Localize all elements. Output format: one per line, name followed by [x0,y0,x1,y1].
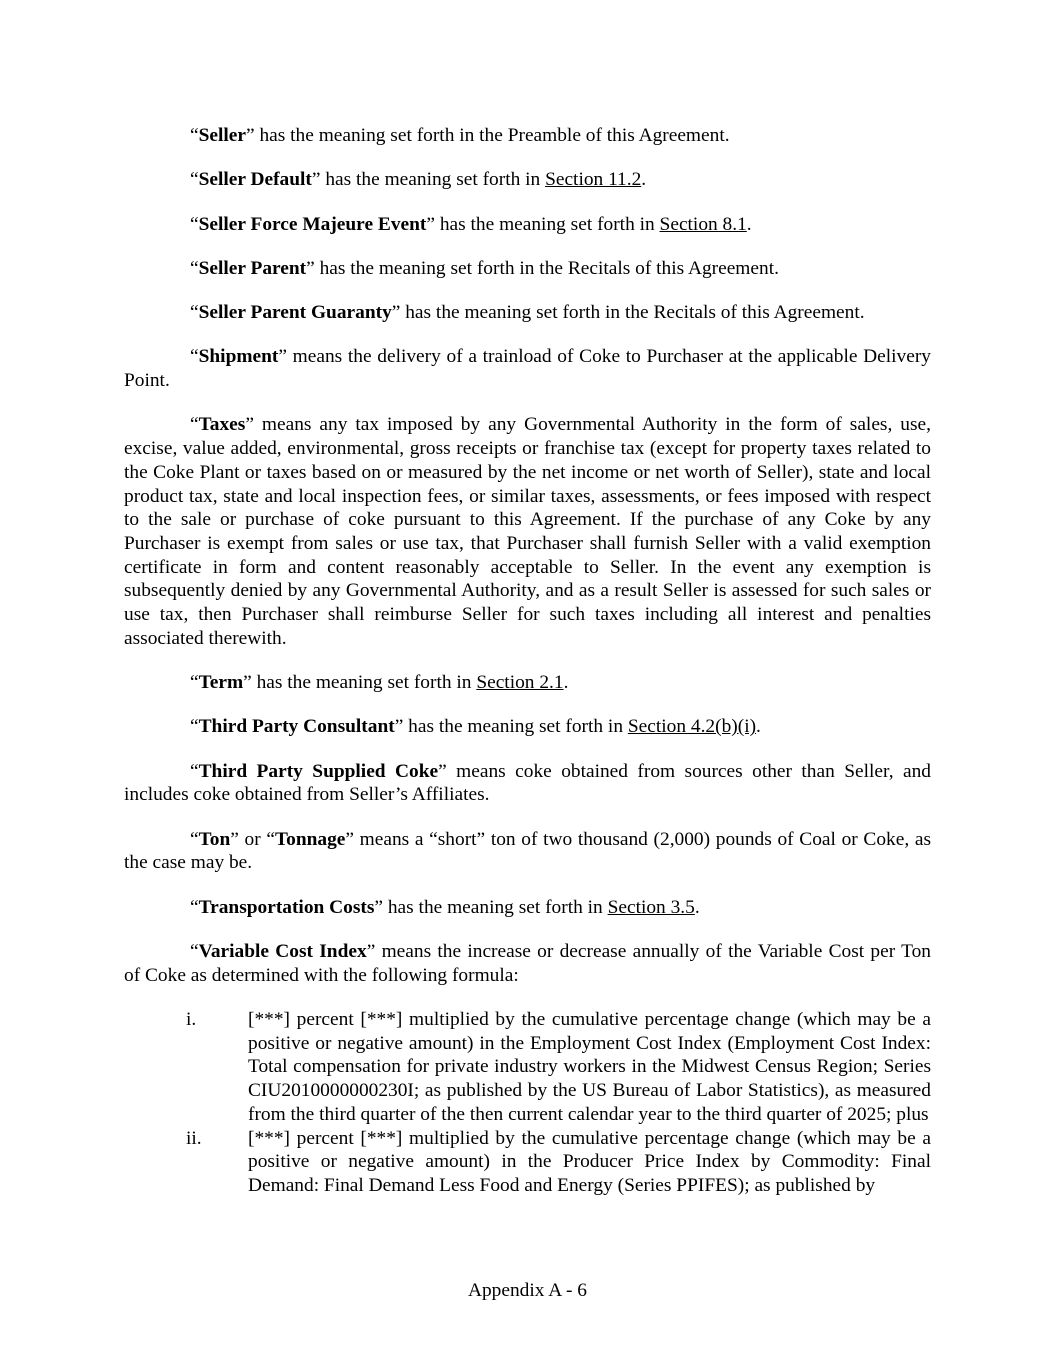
defined-term: Seller Parent Guaranty [198,302,392,324]
defined-term: Third Party Consultant [198,716,395,738]
formula-item [124,1008,931,1127]
definition-term: “Term” has the meaning set forth in Section 2.1. [190,672,569,694]
formula-item-number: i. [186,1009,197,1030]
definition-variable-cost-index: “Variable Cost Index” means the increase or decrease annually of the Variable Cost per Ton of Coke as determined with the following formula: [124,941,931,986]
definition-seller-force-majeure-event: “Seller Force Majeure Event” has the meaning set forth in Section 8.1. [190,213,752,235]
defined-term: Tonnage [274,828,346,850]
defined-term: Seller Parent [198,257,307,279]
definition-shipment: “Shipment” means the delivery of a trainload of Coke to Purchaser at the applicable Delivery Point. [124,346,931,392]
document-page [124,124,931,1198]
formula-item-text: [***] percent [***] multiplied by the cumulative percentage change (which may be a positive or negative amount) in the Employment Cost Index (Employment Cost Index: Total compensation for private industry workers in the Midwest Census Region; Series CIU2010000000230I; as published by the US Bureau of Labor Statistics), as measured from the third quarter of the then current calendar year to the third quarter of 2025; plus [248,1009,931,1125]
formula-item-number: ii. [186,1127,202,1149]
section-reference-link[interactable]: Section 11.2 [545,169,642,191]
definition-seller: “Seller” has the meaning set forth in the Preamble of this Agreement. [190,125,730,146]
defined-term: Seller [198,125,246,146]
defined-term: Variable Cost Index [198,941,367,962]
definition-taxes: “Taxes” means any tax imposed by any Governmental Authority in the form of sales, use, excise, value added, environmental, gross receipts or franchise tax (except for property taxes related to the Coke Plant or taxes based on or measured by the net income or net worth of Seller), state and local product tax, state and local inspection fees, or similar taxes, assessments, or fees imposed with respect to the sale or purchase of coke pursuant to this Agreement. If the purchase of any Coke by any Purchaser is exempt from sales or use tax, that Purchaser shall furnish Seller with a valid exemption certificate in form and content reasonably acceptable to Seller. In the event any exemption is subsequently denied by any Governmental Authority, and as a result Seller is assessed for such sales or use tax, then Purchaser shall reimburse Seller for such taxes including all interest and penalties associated therewith. [124,414,931,649]
formula-item-text: [***] percent [***] multiplied by the cumulative percentage change (which may be a positive or negative amount) in the Producer Price Index by Commodity: Final Demand: Final Demand Less Food and Energy (Series PPIFES); as published by [248,1127,931,1196]
definitions-list [124,124,931,807]
page-footer: Appendix A - 6 [467,1280,588,1301]
defined-term: Seller Force Majeure Event [198,213,427,235]
definition-ton: “Ton” or “Tonnage” means a “short” ton of two thousand (2,000) pounds of Coal or Coke, as the case may be. [124,828,931,874]
defined-term: Ton [198,828,231,850]
definition-third-party-consultant: “Third Party Consultant” has the meaning set forth in Section 4.2(b)(i). [190,716,761,738]
defined-term: Taxes [198,414,246,436]
definition-seller-default: “Seller Default” has the meaning set forth in Section 11.2. [190,169,647,191]
definition-seller-parent-guaranty: “Seller Parent Guaranty” has the meaning set forth in the Recitals of this Agreement. [190,302,865,324]
defined-term: Seller Default [198,169,312,191]
defined-term: Term [198,672,244,694]
defined-term: Third Party Supplied Coke [198,760,439,782]
formula-item [124,1127,931,1198]
definition-third-party-supplied-coke: “Third Party Supplied Coke” means coke obtained from sources other than Seller, and includes coke obtained from Seller’s Affiliates. [124,760,931,806]
section-reference-link[interactable]: Section 3.5 [607,896,695,918]
section-reference-link[interactable]: Section 4.2(b)(i) [627,716,757,738]
section-reference-link[interactable]: Section 2.1 [476,672,564,694]
defined-term: Shipment [198,346,279,368]
definition-transportation-costs: “Transportation Costs” has the meaning set forth in Section 3.5. [190,896,700,918]
defined-term: Transportation Costs [198,896,375,918]
section-reference-link[interactable]: Section 8.1 [659,213,747,235]
definition-seller-parent: “Seller Parent” has the meaning set forth in the Recitals of this Agreement. [190,257,779,279]
formula-list [124,1008,931,1198]
